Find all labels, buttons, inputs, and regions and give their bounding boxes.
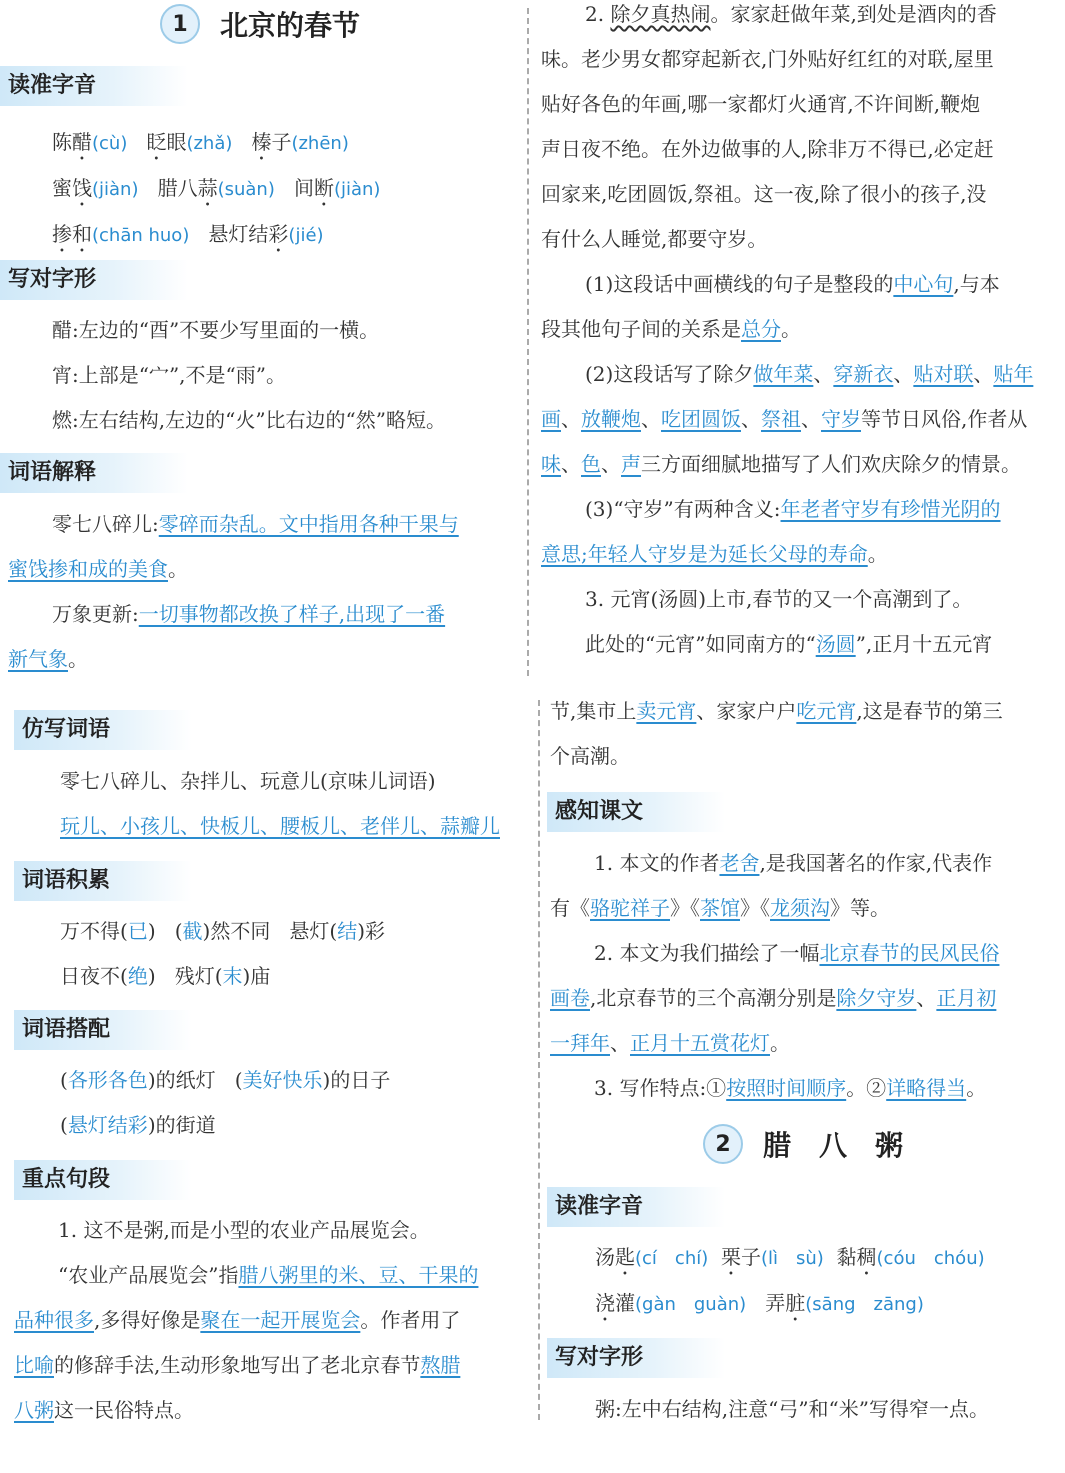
key-sentence-line: “农业产品展览会”指腊八粥里的米、豆、干果的 (58, 1263, 479, 1287)
passage-line: 2. 除夕真热闹。家家赶做年菜,到处是酒肉的香 (585, 2, 997, 26)
passage-line: 有什么人睡觉,都要守岁。 (541, 227, 768, 251)
lesson-number-badge: 1 (160, 4, 200, 44)
pronunciation-line: 陈醋(cù) 眨眼(zhǎ) 榛子(zhēn) (52, 130, 349, 154)
question-line: 意思;年轻人守岁是为延长父母的寿命。 (541, 542, 888, 566)
lesson-title-text: 腊 八 粥 (763, 1129, 904, 1162)
key-sentence: 1. 这不是粥,而是小型的农业产品展览会。 (58, 1218, 430, 1242)
section-header-key-sentences: 重点句段 (14, 1160, 192, 1200)
pronunciation-list (52, 120, 380, 258)
perception-line: 有《骆驼祥子》《茶馆》《龙须沟》等。 (550, 896, 890, 920)
section-header-accumulation: 词语积累 (14, 861, 192, 901)
explanation-line: 万象更新:一切事物都改换了样子,出现了一番 (52, 602, 446, 626)
passage-line: 声日夜不绝。在外边做事的人,除非万不得已,必定赶 (541, 137, 994, 161)
explanation-line: 零七八碎儿:零碎而杂乱。文中指用各种干果与 (52, 512, 459, 536)
question-line: 段其他句子间的关系是总分。 (541, 317, 801, 341)
collocation-line: (各形各色)的纸灯 (美好快乐)的日子 (60, 1068, 391, 1092)
passage-line: 贴好各色的年画,哪一家都灯火通宵,不许间断,鞭炮 (541, 92, 981, 116)
passage-line: 节,集市上卖元宵、家家户户吃元宵,这是春节的第三 (550, 699, 1003, 723)
accumulation-block (60, 909, 385, 999)
passage-continued (550, 689, 1060, 779)
section-header-pronunciation: 读准字音 (547, 1187, 725, 1227)
passage-block (541, 0, 1056, 667)
passage-line: 个高潮。 (550, 744, 630, 768)
form-note: 燃:左右结构,左边的“火”比右边的“然”略短。 (52, 408, 446, 432)
question-line: (3)“守岁”有两种含义:年老者守岁有珍惜光阴的 (585, 497, 1001, 521)
forms-list (52, 308, 446, 443)
column-divider (527, 8, 529, 676)
explanations-block (8, 502, 518, 682)
section-header-collocation: 词语搭配 (14, 1010, 192, 1050)
perception-block (550, 841, 1060, 1111)
form-note: 醋:左边的“酉”不要少写里面的一横。 (52, 318, 380, 342)
perception-line: 3. 写作特点:①按照时间顺序。②详略得当。 (594, 1076, 987, 1100)
imitation-block (60, 759, 500, 849)
section-header-forms: 写对字形 (0, 260, 188, 300)
section-header-explanations: 词语解释 (0, 453, 188, 493)
passage-line: 此处的“元宵”如同南方的“汤圆”,正月十五元宵 (585, 632, 993, 656)
lesson-title-text: 北京的春节 (220, 9, 361, 42)
pronunciation-line: 浇灌(gàn guàn) 弄脏(sāng zāng) (595, 1291, 924, 1315)
pronunciation-line: 蜜饯(jiàn) 腊八蒜(suàn) 间断(jiàn) (52, 176, 381, 200)
section-header-pronunciation: 读准字音 (0, 66, 188, 106)
key-sentences-block (14, 1208, 529, 1433)
column-divider (538, 700, 540, 1420)
lesson1-title (160, 4, 360, 44)
question-line: 味、色、声三方面细腻地描写了人们欢庆除夕的情景。 (541, 452, 1021, 476)
passage-line: 味。老少男女都穿起新衣,门外贴好红红的对联,屋里 (541, 47, 994, 71)
imitation-example: 零七八碎儿、杂拌儿、玩意儿(京味儿词语) (60, 769, 436, 793)
lesson2-title (703, 1124, 903, 1164)
explanation-line: 蜜饯掺和成的美食。 (8, 557, 188, 581)
pronunciation-line: 掺和(chān huo) 悬灯结彩(jié) (52, 222, 324, 246)
section-header-imitation: 仿写词语 (14, 710, 192, 750)
key-sentence-line: 比喻的修辞手法,生动形象地写出了老北京春节熬腊 (14, 1353, 461, 1377)
perception-line: 1. 本文的作者老舍,是我国著名的作家,代表作 (594, 851, 993, 875)
imitation-answer: 玩儿、小孩儿、快板儿、腰板儿、老伴儿、蒜瓣儿 (60, 814, 500, 838)
lesson-number-badge: 2 (703, 1124, 743, 1164)
form-note: 粥:左中右结构,注意“弓”和“米”写得窄一点。 (595, 1397, 989, 1421)
pronunciation-line: 汤匙(cí chí) 栗子(lì sù) 黏稠(cóu chóu) (595, 1245, 985, 1269)
collocation-line: (悬灯结彩)的街道 (60, 1113, 216, 1137)
perception-line: 画卷,北京春节的三个高潮分别是除夕守岁、正月初 (550, 986, 997, 1010)
accumulation-line: 日夜不(绝) 残灯(末)庙 (60, 964, 271, 988)
question-line: (2)这段话写了除夕做年菜、穿新衣、贴对联、贴年 (585, 362, 1034, 386)
question-line: (1)这段话中画横线的句子是整段的中心句,与本 (585, 272, 1000, 296)
question-line: 画、放鞭炮、吃团圆饭、祭祖、守岁等节日风俗,作者从 (541, 407, 1028, 431)
key-sentence-line: 八粥这一民俗特点。 (14, 1398, 194, 1422)
perception-line: 2. 本文为我们描绘了一幅北京春节的民风民俗 (594, 941, 1000, 965)
pronunciation-list (595, 1235, 985, 1327)
explanation-line: 新气象。 (8, 647, 88, 671)
accumulation-line: 万不得(已) (截)然不同 悬灯(结)彩 (60, 919, 386, 943)
key-sentence-line: 品种很多,多得好像是聚在一起开展览会。作者用了 (14, 1308, 461, 1332)
section-header-forms: 写对字形 (547, 1338, 725, 1378)
collocation-block (60, 1058, 390, 1148)
passage-line: 3. 元宵(汤圆)上市,春节的又一个高潮到了。 (585, 587, 973, 611)
form-note: 宵:上部是“宀”,不是“雨”。 (52, 363, 286, 387)
passage-line: 回家来,吃团圆饭,祭祖。这一夜,除了很小的孩子,没 (541, 182, 987, 206)
perception-line: 一拜年、正月十五赏花灯。 (550, 1031, 790, 1055)
section-header-perception: 感知课文 (547, 792, 725, 832)
